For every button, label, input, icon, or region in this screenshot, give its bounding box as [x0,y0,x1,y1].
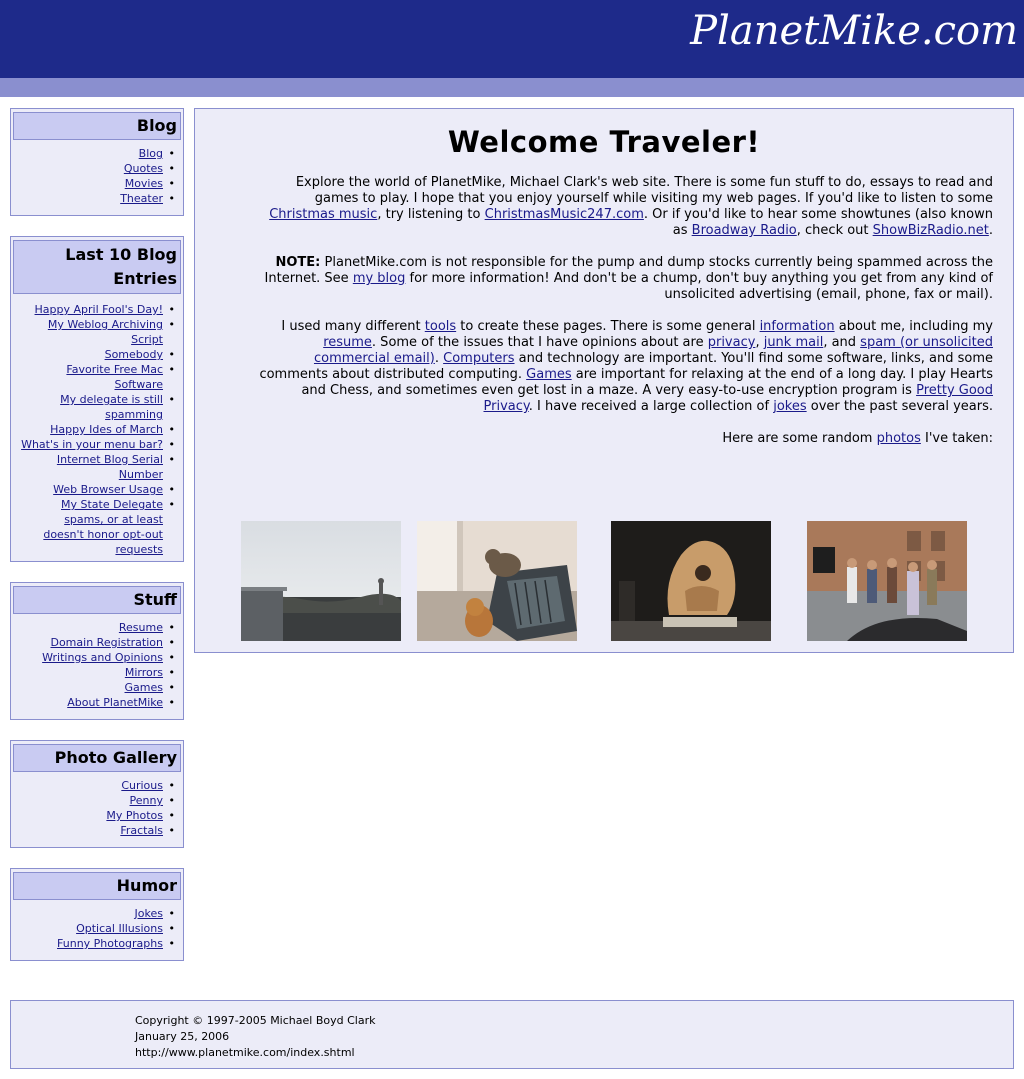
link-fractals[interactable]: Fractals [120,824,163,837]
text: are important for relaxing at the end of a long day. I play Hearts and Chess, and sometimes even get lost in a maze. A very easy-to-use encryption program is [301,367,993,398]
list-item [21,936,175,951]
photo-crowd[interactable] [807,521,967,641]
footer-copyright: Copyright © 1997-2005 Michael Boyd Clark [135,1014,376,1027]
text: to create these pages. There is some general [456,319,760,334]
text: . [434,351,444,366]
link-optical-illusions[interactable]: Optical Illusions [76,922,163,935]
link-information[interactable]: information [759,319,835,334]
page-title: Welcome Traveler! [447,125,761,159]
footer-url: http://www.planetmike.com/index.shtml [135,1046,355,1059]
link-jokes[interactable]: Jokes [134,907,163,920]
link-my-photos[interactable]: My Photos [106,809,163,822]
link-computers[interactable]: Computers [443,351,515,366]
sidebar-box-blog [10,108,184,216]
site-title[interactable]: PlanetMike.com [690,8,1018,54]
list-item [21,906,175,921]
text: for more information! And don't be a chump, don't buy anything you get from any kind of unsolicited advertising (email, phone, fax or mail). [405,271,993,302]
intro-paragraph [215,175,993,239]
list-item [21,176,175,191]
blog-entry-link[interactable]: What's in your menu bar? [21,438,163,451]
link-quotes[interactable]: Quotes [123,162,163,175]
sidebar-box-photo-gallery [10,740,184,848]
list-item [21,793,175,808]
link-resume-inline[interactable]: resume [323,335,372,350]
blog-entry-link[interactable]: Internet Blog Serial Number [56,453,163,481]
link-blog[interactable]: Blog [138,147,163,160]
link-funny-photographs[interactable]: Funny Photographs [57,937,163,950]
text: , try listening to [377,207,485,222]
link-domain-registration[interactable]: Domain Registration [50,636,163,649]
text: over the past several years. [806,399,993,414]
link-pgp[interactable]: Pretty Good Privacy [483,383,993,414]
list-item [21,422,175,437]
photo-strip [241,521,967,641]
link-christmas-music[interactable]: Christmas music [269,207,378,222]
blog-entry-link[interactable]: Happy April Fool's Day! [34,303,163,316]
link-resume[interactable]: Resume [118,621,163,634]
list-item [21,921,175,936]
text: . Or if you'd like to hear some showtunes (also known as [643,207,993,238]
note-label: NOTE: [275,255,321,270]
text: . Some of the issues that I have opinions about are [371,335,708,350]
sidebar-box-stuff [10,582,184,720]
site-header [0,0,1024,78]
text: , check out [796,223,873,238]
link-broadway-radio[interactable]: Broadway Radio [691,223,797,238]
photo-skull[interactable] [611,521,771,641]
link-games[interactable]: Games [124,681,163,694]
sidebar-box-last-10 [10,236,184,562]
text: , [755,335,764,350]
list-item [21,620,175,635]
link-junk-mail[interactable]: junk mail [763,335,824,350]
link-spam[interactable]: spam (or unsolicited commercial email) [313,335,993,366]
link-privacy[interactable]: privacy [707,335,756,350]
photo-cats[interactable] [417,521,577,641]
box-title-blog: Blog [13,112,181,140]
link-photos[interactable]: photos [876,431,921,446]
photos-paragraph [215,431,993,447]
list-item [21,146,175,161]
list-item [21,482,175,497]
link-writings[interactable]: Writings and Opinions [42,651,163,664]
list-item [21,497,175,557]
text: , and [823,335,861,350]
blog-entry-link[interactable]: My State Delegate spams, or at least doesn't honor opt-out requests [43,498,163,556]
link-movies[interactable]: Movies [124,177,163,190]
photo-gallery-list [21,778,175,838]
blog-entry-link[interactable]: Web Browser Usage [53,483,163,496]
link-showbizradio[interactable]: ShowBizRadio.net [872,223,989,238]
link-penny[interactable]: Penny [129,794,163,807]
last-10-list [21,302,175,557]
humor-list [21,906,175,951]
stuff-list [21,620,175,710]
list-item [21,823,175,838]
text: I used many different [281,319,425,334]
blog-entry-link[interactable]: Somebody [104,348,163,361]
link-curious[interactable]: Curious [121,779,163,792]
link-about[interactable]: About PlanetMike [67,696,163,709]
text: I've taken: [920,431,993,446]
list-item [21,362,175,392]
about-paragraph [215,319,993,415]
list-item [21,452,175,482]
page-footer [10,1000,1014,1069]
link-tools[interactable]: tools [424,319,457,334]
list-item [21,635,175,650]
list-item [21,347,175,362]
link-mirrors[interactable]: Mirrors [124,666,163,679]
text: Explore the world of PlanetMike, Michael Clark's web site. There is some fun stuff to do, essays to read and games to play. I hope that you enjoy yourself while visiting my web pages. If you'd like to listen to some [295,175,993,206]
list-item [21,317,175,347]
box-title-photo-gallery: Photo Gallery [13,744,181,772]
list-item [21,665,175,680]
link-theater[interactable]: Theater [120,192,163,205]
list-item [21,695,175,710]
list-item [21,191,175,206]
blog-entry-link[interactable]: My delegate is still spamming [60,393,163,421]
list-item [21,650,175,665]
list-item [21,680,175,695]
blog-entry-link[interactable]: Favorite Free Mac Software [66,363,163,391]
text: Here are some random [722,431,877,446]
list-item [21,392,175,422]
photo-monument[interactable] [241,521,401,641]
blog-entry-link[interactable]: Happy Ides of March [50,423,163,436]
text: . [988,223,993,238]
text: PlanetMike.com is not responsible for the pump and dump stocks currently being spammed across the Internet. See [264,255,993,286]
list-item [21,437,175,452]
footer-date: January 25, 2006 [135,1030,230,1043]
list-item [21,808,175,823]
note-paragraph [215,255,993,303]
blog-entry-link[interactable]: My Weblog Archiving Script [47,318,163,346]
link-my-blog[interactable]: my blog [352,271,406,286]
main-content [194,108,1014,653]
box-title-stuff: Stuff [13,586,181,614]
text: about me, including my [834,319,993,334]
box-title-last-10: Last 10 Blog Entries [13,240,181,294]
text: and technology are important. You'll find some software, links, and some comments about distributed computing. [259,351,993,382]
list-item [21,161,175,176]
blog-list [21,146,175,206]
list-item [21,302,175,317]
link-games-inline[interactable]: Games [526,367,572,382]
text: . I have received a large collection of [528,399,774,414]
sidebar-box-humor [10,868,184,961]
box-title-humor: Humor [13,872,181,900]
header-stripe [0,78,1024,97]
link-christmasmusic247[interactable]: ChristmasMusic247.com [484,207,644,222]
link-jokes-inline[interactable]: jokes [773,399,807,414]
list-item [21,778,175,793]
